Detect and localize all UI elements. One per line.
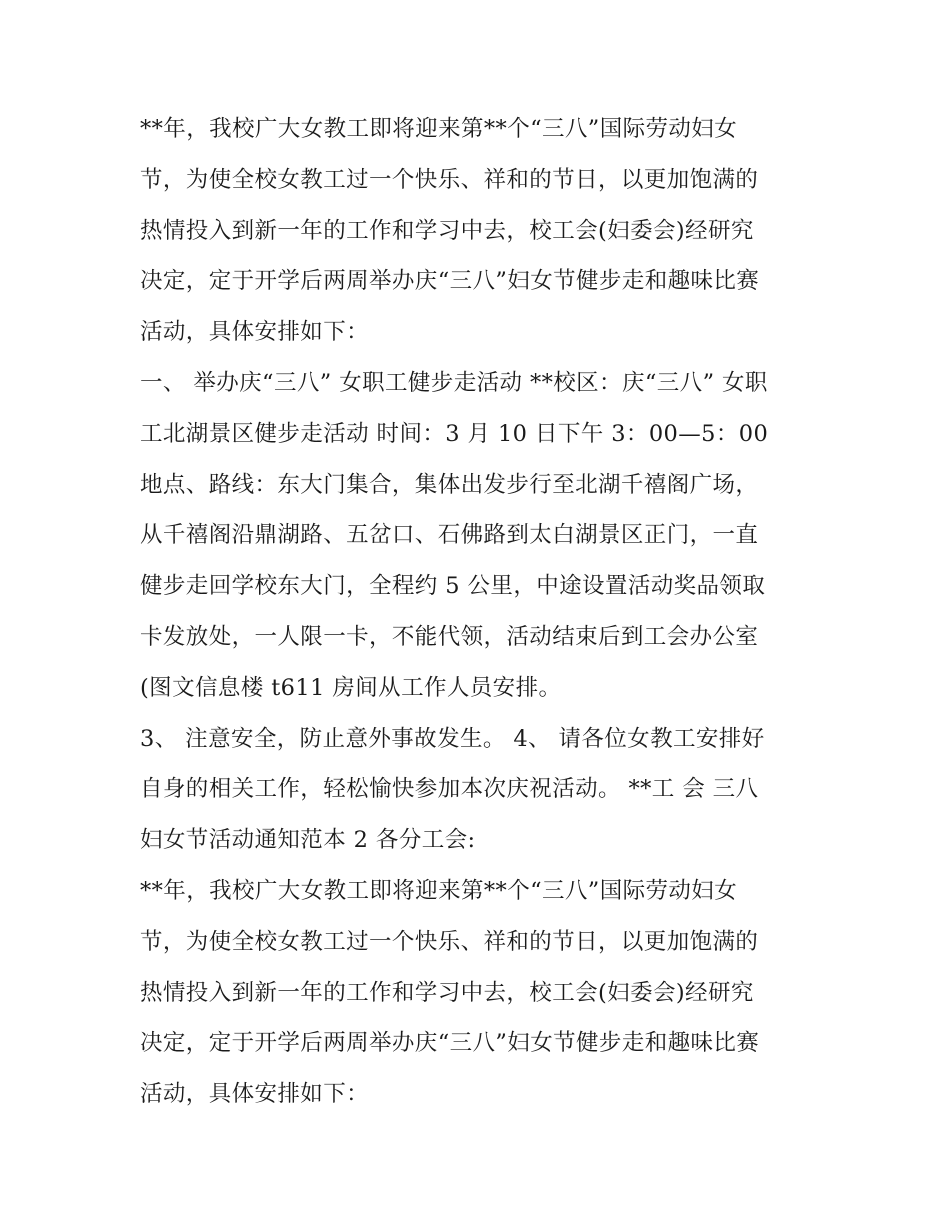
text-line: **年，我校广大女教工即将迎来第**个“三八”国际劳动妇女: [140, 116, 738, 142]
text-line: (图文信息楼 t611 房间从工作人员安排。: [140, 674, 562, 701]
text-line: 工北湖景区健步走活动 时间：3 月 10 日下午 3：00—5：00: [140, 420, 769, 447]
text-line: 活动，具体安排如下：: [140, 1081, 370, 1108]
text-line: **年，我校广大女教工即将迎来第**个“三八”国际劳动妇女: [140, 877, 738, 904]
paragraph-intro-repeat: [140, 866, 820, 1120]
text-line: 地点、路线：东大门集合，集体出发步行至北湖千禧阁广场，: [140, 471, 759, 498]
text-line: 节，为使全校女教工过一个快乐、祥和的节日，以更加饱满的: [140, 928, 759, 955]
paragraph-section-one: [140, 358, 820, 714]
text-line: 决定，定于开学后两周举办庆“三八”妇女节健步走和趣味比赛: [140, 268, 760, 295]
text-line: 卡发放处，一人限一卡，不能代领，活动结束后到工会办公室: [140, 623, 759, 650]
text-line: 从千禧阁沿鼎湖路、五岔口、石佛路到太白湖景区正门，一直: [140, 522, 759, 549]
text-line: 自身的相关工作，轻松愉快参加本次庆祝活动。 **工 会 三八: [140, 776, 759, 803]
text-line: 健步走回学校东大门，全程约 5 公里，中途设置活动奖品领取: [140, 573, 766, 600]
text-line: 活动，具体安排如下：: [140, 319, 370, 346]
text-line: 妇女节活动通知范本 2 各分工会:: [140, 827, 476, 854]
text-line: 3、 注意安全，防止意外事故发生。 4、 请各位女教工安排好: [140, 725, 765, 752]
paragraph-notes: [140, 714, 820, 866]
paragraph-intro: [140, 104, 820, 358]
text-line: 热情投入到新一年的工作和学习中去，校工会(妇委会)经研究: [140, 217, 754, 244]
text-line: 节，为使全校女教工过一个快乐、祥和的节日，以更加饱满的: [140, 166, 759, 193]
text-line: 热情投入到新一年的工作和学习中去，校工会(妇委会)经研究: [140, 979, 754, 1006]
document-body: [140, 104, 820, 1120]
text-line: 一、 举办庆“三八” 女职工健步走活动 **校区：庆“三八” 女职: [140, 369, 768, 396]
text-line: 决定，定于开学后两周举办庆“三八”妇女节健步走和趣味比赛: [140, 1030, 760, 1057]
